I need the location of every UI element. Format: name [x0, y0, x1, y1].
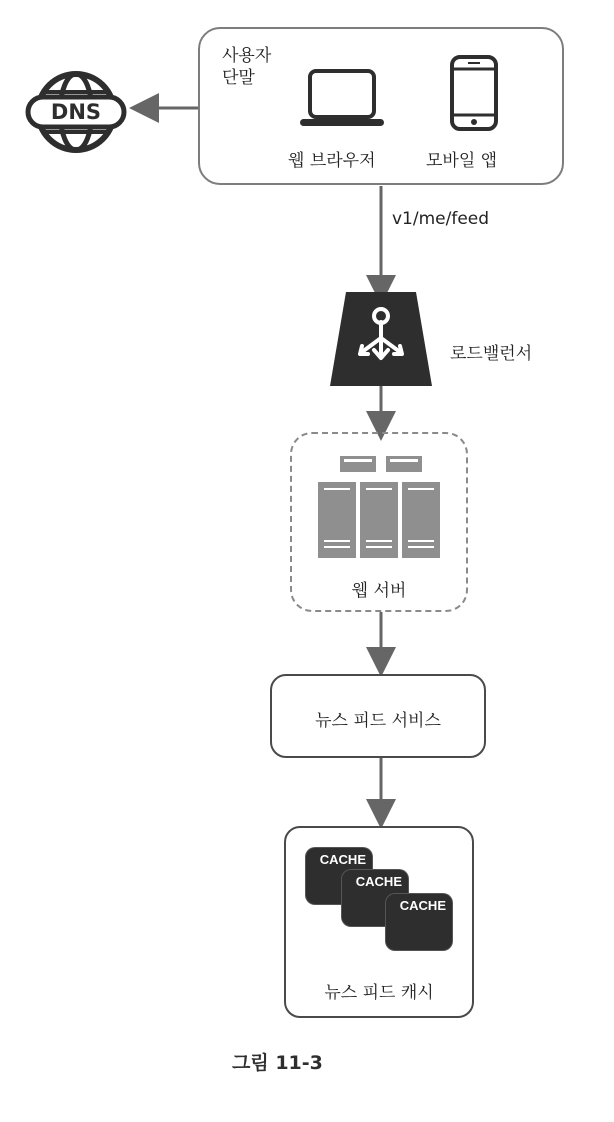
news-feed-service-label: 뉴스 피드 서비스 [315, 711, 441, 731]
news-feed-cache-label: 뉴스 피드 캐시 [324, 983, 434, 1003]
laptop-icon [300, 69, 384, 131]
cache-card-label: CACHE [355, 874, 402, 889]
figure-caption: 그림 11-3 [232, 1052, 323, 1074]
request-path-label: v1/me/feed [392, 209, 490, 229]
web-browser-label: 웹 브라우저 [288, 151, 376, 171]
load-balancer-icon [330, 292, 432, 386]
mobile-app-label: 모바일 앱 [426, 151, 498, 171]
cache-card-label: CACHE [319, 852, 366, 867]
client-devices-box [198, 27, 564, 185]
server-rack-icon [314, 456, 444, 560]
load-balancer-label: 로드밸런서 [450, 344, 533, 364]
cache-card [386, 894, 452, 950]
cache-card-label: CACHE [399, 898, 446, 913]
client-label: 사용자 단말 [222, 46, 272, 88]
news-feed-service-box [270, 674, 486, 758]
dns-label: DNS [50, 100, 102, 124]
mobile-phone-icon [450, 55, 498, 131]
web-server-group [290, 432, 468, 612]
web-server-label: 웹 서버 [351, 581, 407, 601]
news-feed-cache-box [284, 826, 474, 1018]
dns-node [24, 66, 128, 158]
